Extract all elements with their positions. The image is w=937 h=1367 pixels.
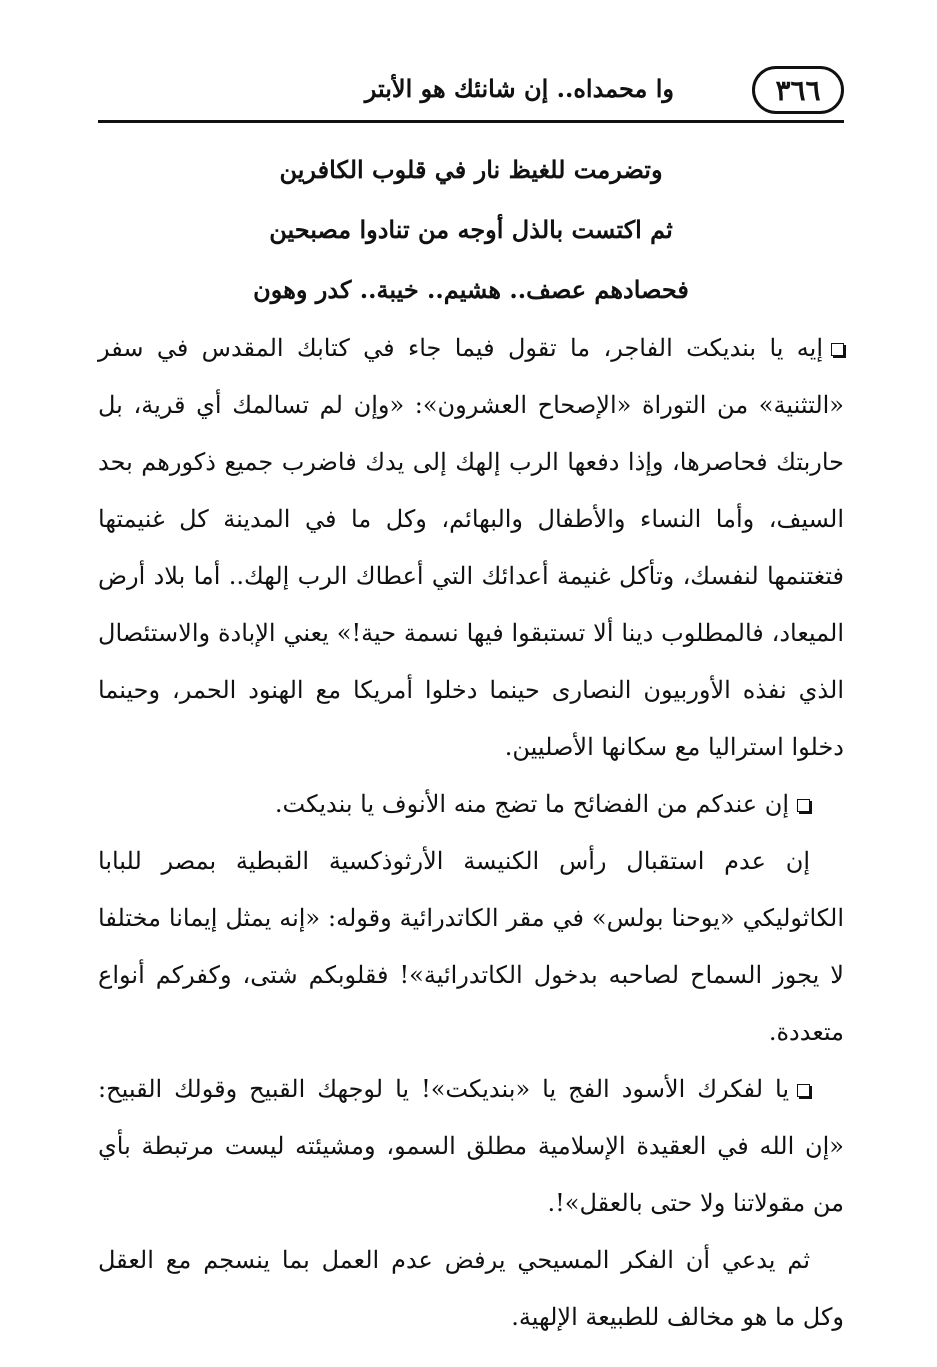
paragraph	[98, 776, 844, 833]
square-bullet-icon	[797, 1084, 810, 1097]
paragraph-text: إن عندكم من الفضائح ما تضج منه الأنوف يا بنديكت.	[274, 790, 789, 818]
poem-verse: وتضرمت للغيظ نار في قلوب الكافرين	[279, 155, 663, 184]
square-bullet-icon	[831, 343, 844, 356]
poem-verse: فحصادهم عصف.. هشيم.. خيبة.. كدر وهون	[253, 275, 689, 304]
page-number: ٣٦٦	[752, 66, 844, 114]
page-header	[98, 62, 844, 124]
square-bullet-icon	[797, 799, 810, 812]
header-divider	[98, 120, 844, 123]
paragraph-text: إن عدم استقبال رأس الكنيسة الأرثوذكسية القبطية بمصر للبابا الكاثوليكي «يوحنا بولس» في مقر الكاتدرائية وقوله: «إنه يمثل إيمانا مختلفا لا يجوز السماح لصاحبه بدخول الكاتدرائية»! فقلوبكم شتى، وكفركم أنواع متعددة.	[98, 847, 844, 1046]
paragraph-text: ثم يدعي أن الفكر المسيحي يرفض عدم العمل بما ينسجم مع العقل وكل ما هو مخالف للطبيعة الإلهية.	[98, 1246, 844, 1331]
paragraph	[98, 1232, 844, 1346]
poem-verse: ثم اكتست بالذل أوجه من تنادوا مصبحين	[269, 215, 673, 244]
paragraph-text: إيه يا بنديكت الفاجر، ما تقول فيما جاء في كتابك المقدس في سفر «التثنية» من التوراة «الإصحاح العشرون»: «وإن لم تسالمك أي قرية، بل حاربتك فحاصرها، وإذا دفعها الرب إلهك إلى يدك فاضرب جميع ذكورهم بحد السيف، وأما النساء والأطفال والبهائم، وكل ما في المدينة كل غنيمتها فتغتنمها لنفسك، وتأكل غنيمة أعدائك التي أعطاك الرب إلهك.. أما بلاد أرض الميعاد، فالمطلوب دينا ألا تستبقوا فيها نسمة حية!» يعني الإبادة والاستئصال الذي نفذه الأوربيون النصارى حينما دخلوا أمريكا مع الهنود الحمر، وحينما دخلوا استراليا مع سكانها الأصليين.	[98, 334, 845, 761]
paragraph-text: يا لفكرك الأسود الفج يا «بنديكت»! يا لوجهك القبيح وقولك القبيح: «إن الله في العقيدة الإسلامية مطلق السمو، ومشيئته ليست مرتبطة بأي من مقولاتنا ولا حتى بالعقل»!.	[98, 1075, 844, 1217]
paragraph	[98, 833, 844, 1061]
paragraph	[98, 320, 844, 776]
page-body	[98, 140, 844, 1346]
running-title: وا محمداه.. إن شانئك هو الأبتر	[364, 74, 674, 103]
paragraph	[98, 1061, 844, 1232]
